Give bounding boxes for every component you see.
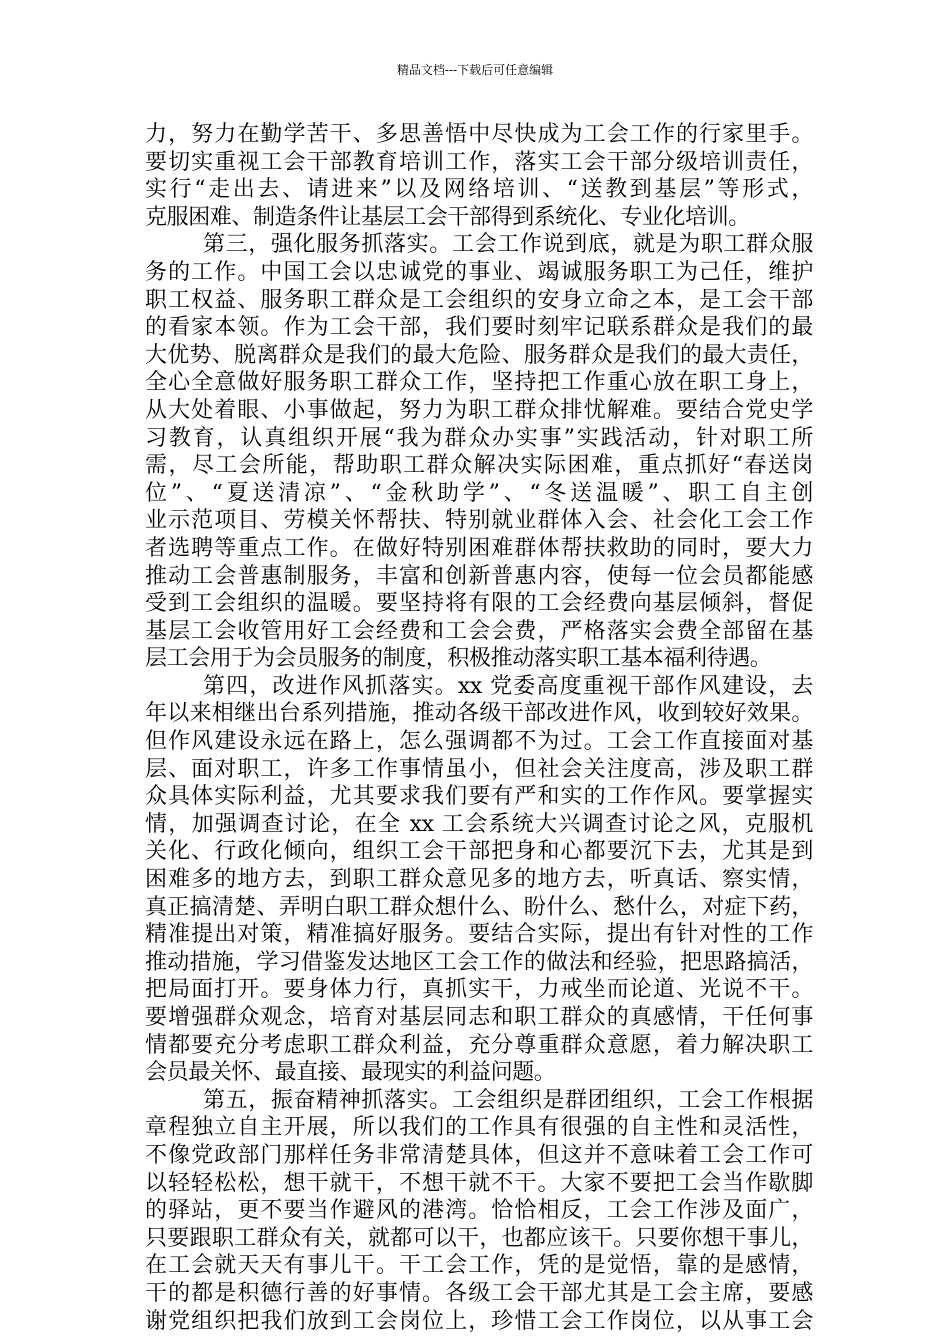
- text-line: 把局面打开。要身体力行，真抓实干，力戒坐而论道、光说不干。: [145, 977, 813, 1003]
- text-line: 要增强群众观念，培育对基层同志和职工群众的真感情，干任何事: [145, 1005, 813, 1030]
- text-line: 情都要充分考虑职工群众利益，充分尊重群众意愿，着力解决职工: [145, 1032, 813, 1058]
- paragraph-2: [145, 231, 813, 673]
- text-line: 从大处着眼、小事做起，努力为职工群众排忧解难。要结合党史学: [145, 397, 813, 423]
- text-line: 第五，振奋精神抓落实。工会组织是群团组织，工会工作根据: [203, 1087, 813, 1113]
- text-line: 实行“走出去、请进来”以及网络培训、“送教到基层”等形式，: [145, 177, 813, 203]
- text-line: 基层工会收管用好工会经费和工会会费，严格落实会费全部留在基: [145, 618, 813, 644]
- text-line: 克服困难、制造条件让基层工会干部得到系统化、专业化培训。: [145, 204, 750, 230]
- text-line: 干的都是积德行善的好事情。各级工会干部尤其是工会主席，要感: [145, 1280, 813, 1306]
- text-line: 全心全意做好服务职工群众工作，坚持把工作重心放在职工身上，: [145, 370, 813, 396]
- text-line: 受到工会组织的温暖。要坚持将有限的工会经费向基层倾斜，督促: [145, 591, 813, 617]
- text-line: 困难多的地方去，到职工群众意见多的地方去，听真话、察实情，: [145, 867, 813, 893]
- paragraph-3: [145, 673, 813, 1087]
- text-line: 层工会用于为会员服务的制度，积极推动落实职工基本福利待遇。: [145, 646, 772, 672]
- text-line: 要切实重视工会干部教育培训工作，落实工会干部分级培训责任，: [145, 149, 813, 175]
- text-line: 谢党组织把我们放到工会岗位上，珍惜工会工作岗位，以从事工会: [145, 1308, 813, 1334]
- text-line: 推动工会普惠制服务，丰富和创新普惠内容，使每一位会员都能感: [145, 563, 813, 589]
- header-text: 精品文档---下载后可任意编辑: [396, 63, 554, 77]
- text-line: 的驿站，更不要当作避风的港湾。恰恰相反，工会工作涉及面广，: [145, 1198, 813, 1224]
- text-line: 但作风建设永远在路上，怎么强调都不为过。工会工作直接面对基: [145, 729, 813, 755]
- text-line: 真正搞清楚、弄明白职工群众想什么、盼什么、愁什么，对症下药，: [145, 894, 813, 920]
- text-line: 众具体实际利益，尤其要求我们要有严和实的工作作风。要掌握实: [145, 784, 813, 810]
- text-line: 以轻轻松松，想干就干，不想干就不干。大家不要把工会当作歇脚: [145, 1170, 813, 1196]
- text-line: 第三，强化服务抓落实。工会工作说到底，就是为职工群众服: [203, 232, 813, 258]
- text-line: 年以来相继出台系列措施，推动各级干部改进作风，收到较好效果。: [145, 701, 813, 727]
- text-line: 的看家本领。作为工会干部，我们要时刻牢记联系群众是我们的最: [145, 315, 813, 341]
- text-line: 会员最关怀、最直接、最现实的利益问题。: [145, 1060, 556, 1086]
- text-line: 章程独立自主开展，所以我们的工作具有很强的自主性和灵活性，: [145, 1115, 813, 1141]
- text-line: 不像党政部门那样任务非常清楚具体，但这并不意味着工会工作可: [145, 1142, 813, 1168]
- text-line: 情，加强调查讨论，在全 xx 工会系统大兴调查讨论之风，克服机: [145, 811, 813, 837]
- text-line: 关化、行政化倾向，组织工会干部把身和心都要沉下去，尤其是到: [145, 839, 813, 865]
- text-line: 精准提出对策，精准搞好服务。要结合实际，提出有针对性的工作: [145, 922, 813, 948]
- text-line: 在工会就天天有事儿干。干工会工作，凭的是觉悟，靠的是感情，: [145, 1253, 813, 1279]
- text-line: 位”、“夏送清凉”、“金秋助学”、“冬送温暖”、职工自主创: [145, 480, 813, 506]
- document-body: [145, 121, 813, 1335]
- paragraph-4: [145, 1087, 813, 1335]
- text-line: 大优势、脱离群众是我们的最大危险、服务群众是我们的最大责任，: [145, 342, 813, 368]
- page-header: [0, 62, 950, 78]
- text-line: 力，努力在勤学苦干、多思善悟中尽快成为工会工作的行家里手。: [145, 122, 813, 147]
- text-line: 者选聘等重点工作。在做好特别困难群体帮扶救助的同时，要大力: [145, 535, 813, 561]
- text-line: 业示范项目、劳模关怀帮扶、特别就业群体入会、社会化工会工作: [145, 508, 813, 534]
- text-line: 务的工作。中国工会以忠诚党的事业、竭诚服务职工为己任，维护: [145, 259, 813, 285]
- text-line: 习教育，认真组织开展“我为群众办实事”实践活动，针对职工所: [145, 425, 813, 451]
- text-line: 只要跟职工群众有关，就都可以干，也都应该干。只要你想干事儿，: [145, 1225, 813, 1251]
- text-line: 层、面对职工，许多工作事情虽小，但社会关注度高，涉及职工群: [145, 756, 813, 782]
- text-line: 职工权益、服务职工群众是工会组织的安身立命之本，是工会干部: [145, 287, 813, 313]
- text-line: 需，尽工会所能，帮助职工群众解决实际困难，重点抓好“春送岗: [145, 453, 813, 479]
- paragraph-1: [145, 121, 813, 231]
- text-line: 第四，改进作风抓落实。xx 党委高度重视干部作风建设，去: [203, 673, 813, 699]
- text-line: 推动措施，学习借鉴发达地区工会工作的做法和经验，把思路搞活，: [145, 949, 813, 975]
